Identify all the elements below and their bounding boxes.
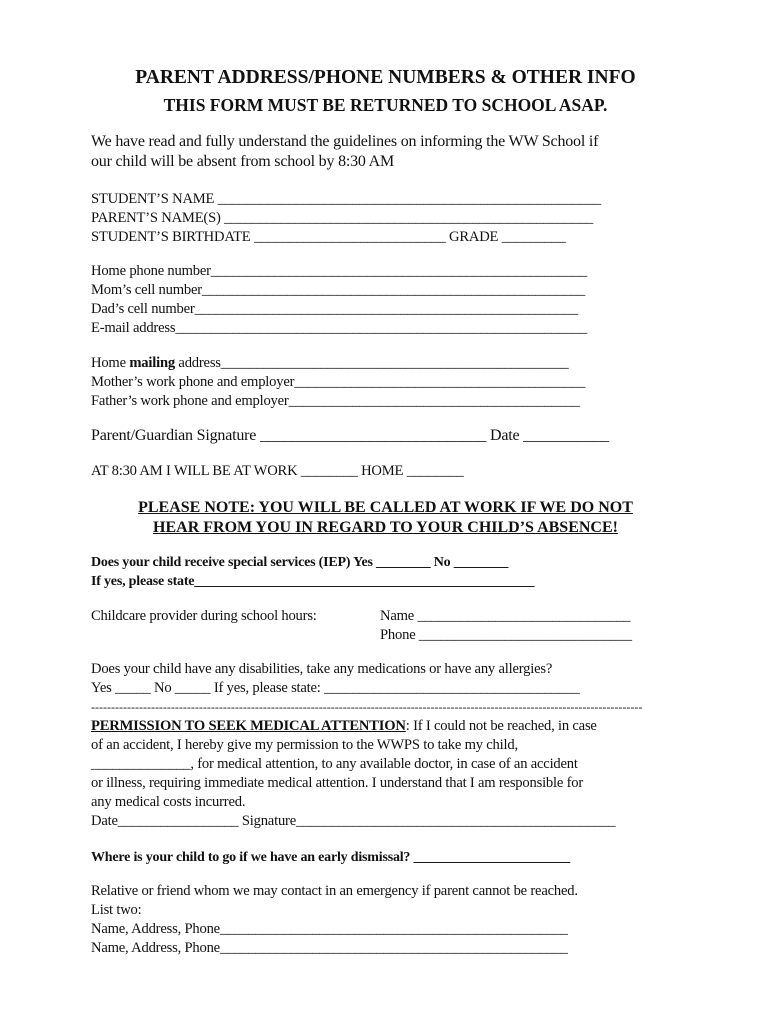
label-home: Home — [91, 355, 130, 371]
childcare-name-field[interactable]: Name ______________________________ — [380, 608, 631, 624]
permission-line-4: or illness, requiring immediate medical attention. I understand that I am responsible for — [91, 775, 584, 791]
label-mailing: mailing — [129, 355, 175, 371]
page-title: PARENT ADDRESS/PHONE NUMBERS & OTHER INFO — [135, 67, 636, 88]
permission-date-signature-field[interactable]: Date_________________ Signature_____________________________________________ — [91, 813, 616, 829]
emergency-contact-2-field[interactable]: Name, Address, Phone_________________________________________________ — [91, 940, 568, 956]
permission-heading: PERMISSION TO SEEK MEDICAL ATTENTION — [91, 718, 406, 734]
emergency-line-2: List two: — [91, 902, 142, 918]
mother-work-field[interactable]: Mother’s work phone and employer_________________________________________ — [91, 374, 586, 390]
at-830-field[interactable]: AT 8:30 AM I WILL BE AT WORK ________ HOME ________ — [91, 463, 464, 479]
birthdate-grade-field[interactable]: STUDENT’S BIRTHDATE ___________________________ GRADE _________ — [91, 229, 566, 245]
emergency-contact-1-field[interactable]: Name, Address, Phone_________________________________________________ — [91, 921, 568, 937]
page-subtitle: THIS FORM MUST BE RETURNED TO SCHOOL ASAP. — [163, 95, 608, 115]
iep-question[interactable]: Does your child receive special services (IEP) Yes ________ No ________ — [91, 555, 509, 570]
notice-line-1: PLEASE NOTE: YOU WILL BE CALLED AT WORK IF WE DO NOT — [138, 499, 633, 516]
parent-names-field[interactable]: PARENT’S NAME(S) ____________________________________________________ — [91, 210, 594, 226]
divider: ------------------------------------------------------------------------------------------------------------------------------------------ — [91, 700, 643, 714]
home-mailing-address-field[interactable] — [91, 354, 569, 373]
notice-line-2: HEAR FROM YOU IN REGARD TO YOUR CHILD’S ABSENCE! — [153, 519, 618, 536]
childcare-phone-field[interactable]: Phone ______________________________ — [380, 627, 632, 643]
early-dismissal-field[interactable]: Where is your child to go if we have an early dismissal? _______________________ — [91, 850, 570, 865]
permission-line-5: any medical costs incurred. — [91, 794, 246, 810]
disabilities-answer-field[interactable]: Yes _____ No _____ If yes, please state: ____________________________________ — [91, 680, 580, 696]
intro-line-1: We have read and fully understand the guidelines on informing the WW School if — [91, 133, 599, 150]
mom-cell-field[interactable]: Mom’s cell number______________________________________________________ — [91, 282, 586, 298]
permission-line-1-text: : If I could not be reached, in case — [405, 718, 597, 734]
permission-line-2: of an accident, I hereby give my permission to the WWPS to take my child, — [91, 737, 518, 753]
home-phone-field[interactable]: Home phone number_____________________________________________________ — [91, 263, 587, 279]
intro-line-2: our child will be absent from school by 8:30 AM — [91, 153, 395, 170]
permission-child-field[interactable]: ______________, for medical attention, to any available doctor, in case of an accident — [91, 756, 578, 772]
iep-state-field[interactable]: If yes, please state__________________________________________________ — [91, 574, 535, 589]
label-address-blank: address_________________________________________________ — [174, 355, 569, 371]
emergency-line-1: Relative or friend whom we may contact in an emergency if parent cannot be reached. — [91, 883, 578, 899]
childcare-label: Childcare provider during school hours: — [91, 608, 317, 624]
guardian-signature-field[interactable]: Parent/Guardian Signature _____________________________ Date ___________ — [91, 427, 609, 444]
dad-cell-field[interactable]: Dad’s cell number______________________________________________________ — [91, 301, 578, 317]
disabilities-question: Does your child have any disabilities, take any medications or have any allergies? — [91, 661, 553, 677]
father-work-field[interactable]: Father’s work phone and employer_________________________________________ — [91, 393, 580, 409]
student-name-field[interactable]: STUDENT’S NAME ______________________________________________________ — [91, 191, 601, 207]
permission-line-1 — [91, 717, 597, 736]
email-field[interactable]: E-mail address__________________________________________________________ — [91, 320, 587, 336]
